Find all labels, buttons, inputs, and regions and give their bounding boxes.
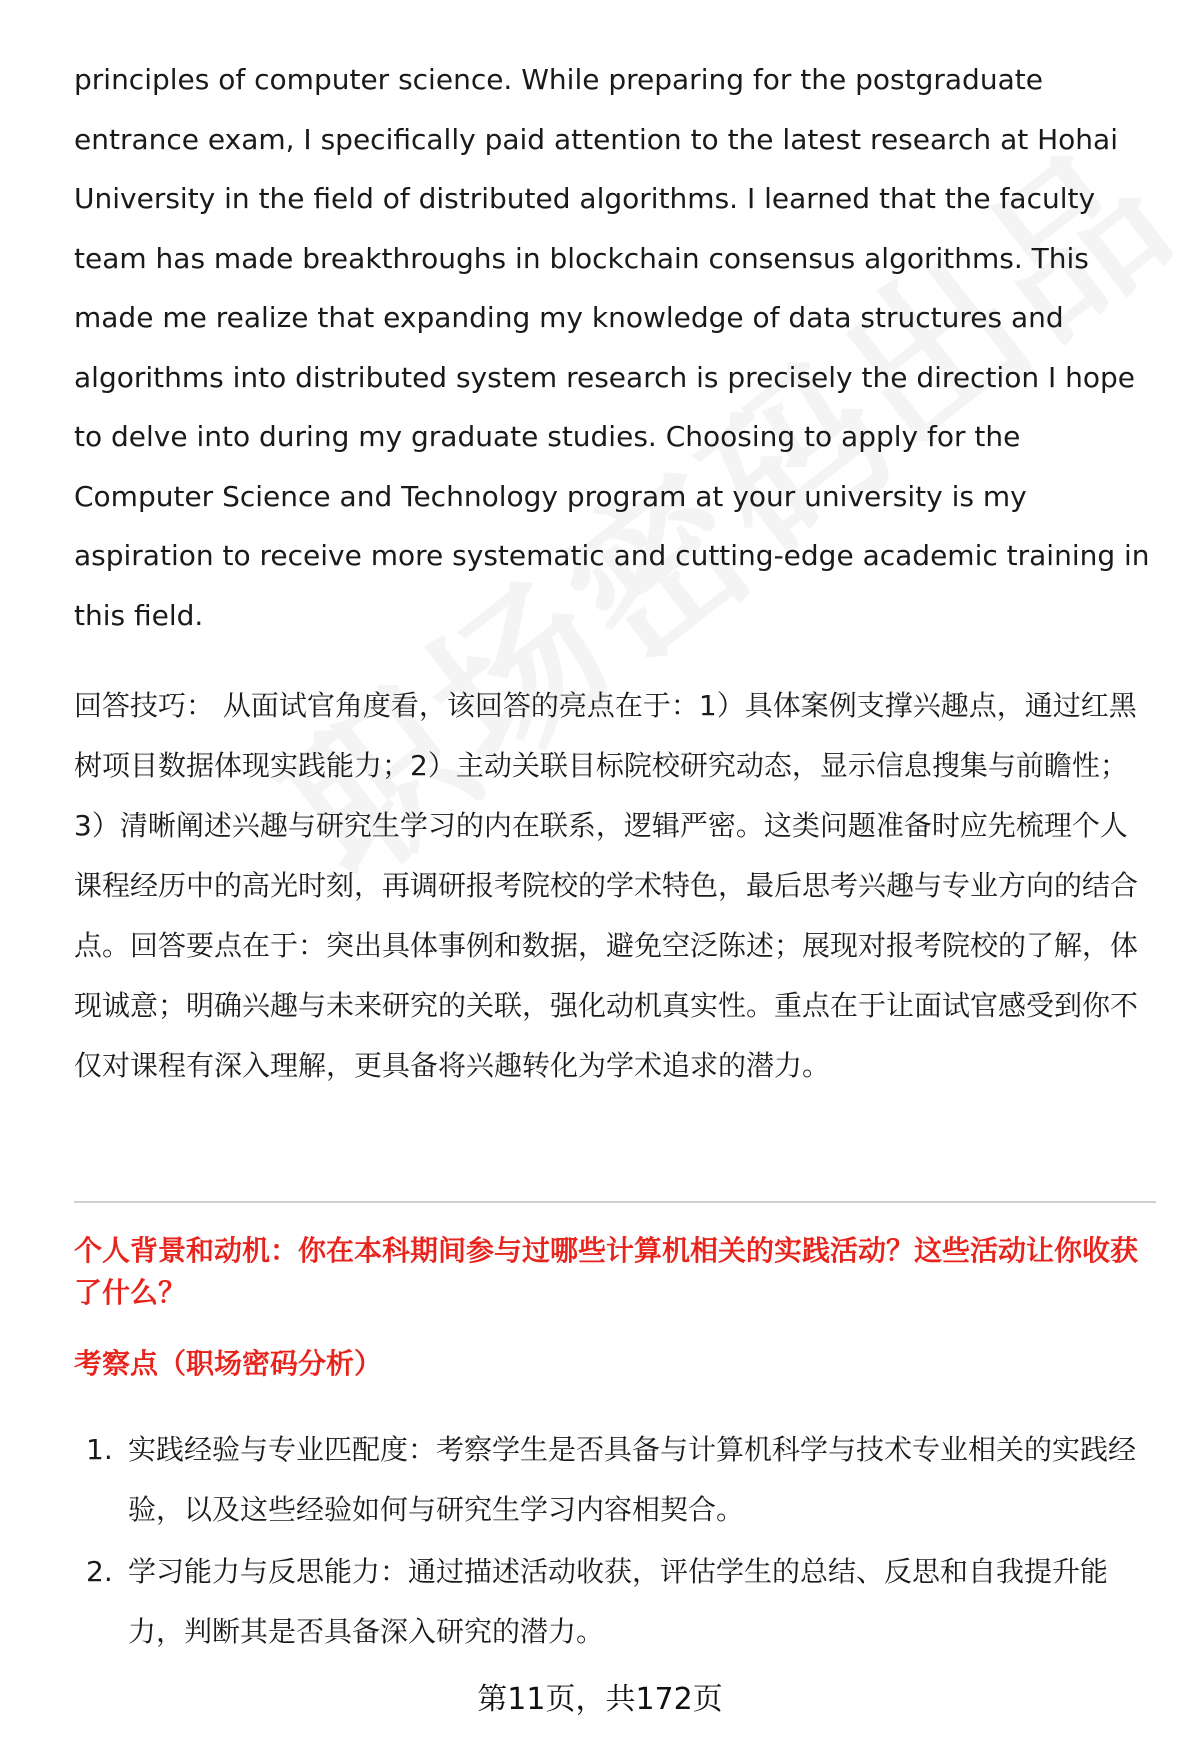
- assessment-points-list: [74, 1420, 1156, 1664]
- section-divider: [74, 1201, 1156, 1203]
- page-number-footer: 第11页，共172页: [477, 1682, 723, 1717]
- list-item: [74, 1542, 1156, 1662]
- answer-paragraph-en: principles of computer science. While preparing for the postgraduate entrance exam, I specifically paid attention to the latest research at Hohai University in the field of distributed algorithms. I learned that the faculty team has made breakthroughs in blockchain consensus algorithms. This made me realize that expanding my knowledge of data structures and algorithms into distributed system research is precisely the direction I hope to delve into during my graduate studies. Choosing to apply for the Computer Science and Technology program at your university is my aspiration to receive more systematic and cutting-edge academic training in this field.: [74, 63, 1150, 632]
- answer-tips-paragraph: 回答技巧： 从面试官角度看，该回答的亮点在于：1）具体案例支撑兴趣点，通过红黑树项目数据体现实践能力；2）主动关联目标院校研究动态，显示信息搜集与前瞻性；3）清晰阐述兴趣与研究生学习的内在联系，逻辑严密。这类问题准备时应先梳理个人课程经历中的高光时刻，再调研报考院校的学术特色，最后思考兴趣与专业方向的结合点。回答要点在于：突出具体事例和数据，避免空泛陈述；展现对报考院校的了解，体现诚意；明确兴趣与未来研究的关联，强化动机真实性。重点在于让面试官感受到你不仅对课程有深入理解，更具备将兴趣转化为学术追求的潜力。: [74, 689, 1139, 1082]
- list-item-number: 1.: [86, 1433, 113, 1466]
- list-item-text: 学习能力与反思能力：通过描述活动收获，评估学生的总结、反思和自我提升能力，判断其是否具备深入研究的潜力。: [128, 1555, 1109, 1648]
- list-item-number: 2.: [86, 1555, 113, 1588]
- assessment-points-heading: 考察点（职场密码分析）: [74, 1347, 383, 1380]
- answer-section: [74, 50, 1154, 645]
- list-item-text: 实践经验与专业匹配度：考察学生是否具备与计算机科学与技术专业相关的实践经验，以及这些经验如何与研究生学习内容相契合。: [128, 1433, 1137, 1526]
- question-heading: 个人背景和动机：你在本科期间参与过哪些计算机相关的实践活动？这些活动让你收获了什么？: [74, 1234, 1139, 1309]
- list-item: [74, 1420, 1156, 1540]
